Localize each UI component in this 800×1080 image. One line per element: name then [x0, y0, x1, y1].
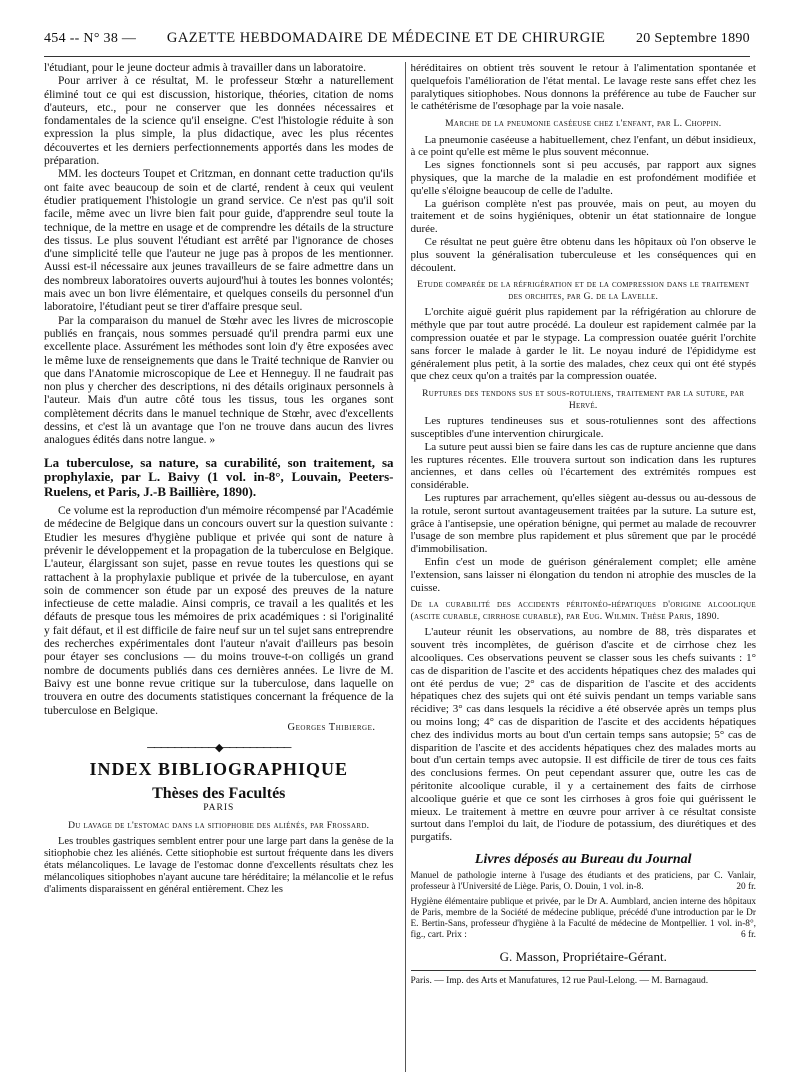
ornament-divider: ──────────◆──────────	[147, 742, 291, 755]
left-column	[44, 62, 400, 1072]
columns	[44, 62, 756, 1072]
imprint-line: Paris. — Imp. des Arts et Manufatures, 12 rue Paul-Lelong. — M. Barnagaud.	[411, 970, 757, 988]
paragraph: Enfin c'est un mode de guérison généralement complet; elle amène l'extension, sans laisser ni élongation du tendon ni atrophie des muscles de la cuisse.	[410, 556, 756, 594]
page-header	[44, 30, 750, 57]
paragraph: Les ruptures par arrachement, qu'elles siègent au-dessus ou au-dessous de la rotule, seront surtout avantageusement traitées par la suture. La suture est, grâce à l'antisepsie, une opération bénigne, qui permet au malade de recouvrer l'usage de son membre plus rapidement et plus sûrement que par le procédé d'immobilisation.	[410, 492, 756, 556]
books-received-heading: Livres déposés au Bureau du Journal	[474, 851, 692, 867]
book-entry	[411, 871, 757, 893]
index-title: INDEX BIBLIOGRAPHIQUE	[89, 759, 349, 780]
paragraph: Par la comparaison du manuel de Stœhr avec les livres de microscopie publiés en français, nous sommes persuadé qu'il prendra parmi eux une excellente place. Assurément les méthodes sont loin d'y être exposées avec le même luxe de renseignements que dans le Traité technique de Ranvier ou que dans l'Anatomie microscopique de Lee et Henneguy. Il ne faudrait pas non plus y chercher des descriptions, ni des détails originaux personnels à l'auteur. Mais d'un autre côté tous les tissus, tous les organes sont complètement décrits dans le manuel technique de Stœhr, avec d'excellents dessins, et c'est là un avantage que l'on ne trouve dans aucun des livres analogues édités dans notre langue. »	[44, 314, 394, 447]
thesis-title: Etude comparée de la réfrigération et de la compression dans le traitement des orchites, par G. de la Lavelle.	[417, 280, 750, 302]
thesis-title: De la curabilité des accidents péritonéo-hépatiques d'origine alcoolique (ascite curable, cirrhose curable), par Eug. Wilmin. Thèse Paris, 1890.	[410, 600, 756, 622]
paragraph: Les signes fonctionnels sont si peu accusés, par rapport aux signes physiques, que la marche de la maladie en est profondément modifiée et qu'elle s'éloigne beaucoup de celle de l'adulte.	[410, 159, 756, 197]
page-number: 454 -- N° 38 —	[44, 31, 137, 46]
paragraph: L'orchite aiguë guérit plus rapidement par la réfrigération au chlorure de méthyle que par tout autre procédé. La douleur est rapidement calmée par la compression ouatée et par le stypage. La compression ouatée guérit l'orchite sans forcer le malade à garder le lit. Le noyau induré de l'épididyme est généralement plus petit, à la sortie des malades, chez ceux qui ont été stypés que chez ceux qu'on a traités par la compression ouatée.	[410, 306, 756, 383]
book-text: Hygiène élémentaire publique et privée, par le Dr A. Aumblard, ancien interne des hôpitaux de Paris, membre de la Société de médecine publique, précédé d'une introduction par le Dr E. Bertin-Sans, professeur d'hygiène à la Faculté de médecine de Montpellier. 1 vol. in-8°, fig., cart. Prix :	[410, 896, 756, 940]
faculty-city: PARIS	[203, 803, 235, 814]
book-price: 20 fr.	[736, 881, 756, 892]
paragraph: l'étudiant, pour le jeune docteur admis à travailler dans un laboratoire.	[44, 62, 367, 74]
paragraph: La suture peut aussi bien se faire dans les cas de rupture ancienne que dans les ruptures récentes. Elle trouvera surtout son indication dans les ruptures anciennes, et dans celles où l'écartement des extrémités rompues est considérable.	[410, 440, 756, 492]
paragraph: MM. les docteurs Toupet et Critzman, en donnant cette traduction qu'ils ont faite avec beaucoup de soin et de clarté, rendent à ceux qui veulent étudier pratiquement l'histologie un grand service. Ce n'est pas qu'il soit facile, même avec un livre bien fait pour guide, d'apprendre seul toute la technique, de la mettre en usage et de comprendre les détails de la structure des tissus. Le plus souvent l'étudiant est arrêté par l'ignorance de choses d'une simplicité telle que l'auteur ne juge pas à propos de les mentionner. Aussi est-il nécessaire aux jeunes travailleurs de se faire admettre dans un des nombreux laboratoires ouverts aujourd'hui à toutes les bonnes volontés; mais avec un bon livre élémentaire, et quelques conseils du personnel d'un laboratoire, l'étudiant peut se tirer d'affaire presque seul.	[44, 168, 394, 314]
paragraph: La guérison complète n'est pas prouvée, mais on peut, au moyen du traitement et de soins hygiéniques, obtenir un état stationnaire de longue durée.	[410, 197, 756, 236]
journal-title: GAZETTE HEBDOMADAIRE DE MÉDECINE ET DE CHIRURGIE	[166, 30, 606, 46]
thesis-title: Du lavage de l'estomac dans la sitiophobie des aliénés, par Frossard.	[68, 821, 370, 832]
right-column	[411, 62, 757, 1072]
issue-date: 20 Septembre 1890	[636, 31, 750, 46]
signature: Georges Thibierge.	[287, 721, 376, 733]
book-price: 6 fr.	[741, 929, 756, 940]
paragraph: Les ruptures tendineuses sus et sous-rotuliennes sont des affections susceptibles d'une intervention chirurgicale.	[410, 415, 756, 441]
paragraph: Pour arriver à ce résultat, M. le professeur Stœhr a naturellement éliminé tout ce qui est discussion, historique, théories, citation de noms d'auteurs, etc., pour ne conserver que les données nécessaires et fondamentales de la science qu'il enseigne. C'est l'histologie réduite à son expression la plus simple, la plus didactique, avec les plus récentes découvertes et les derniers perfectionnements apportés dans les modes de préparation.	[44, 75, 394, 168]
paragraph: Les troubles gastriques semblent entrer pour une large part dans la genèse de la sitiophobie chez les aliénés. Cette sitiophobie est surtout fréquente dans les divers états mélancoliques. Le lavage de l'estomac donne d'excellents résultats chez les mélancoliques sitiophobes n'ayant aucune tare héréditaire; la mélancolie et le refus d'aliments disparaissent en général entièrement. Chez les	[44, 835, 394, 895]
thesis-title: Ruptures des tendons sus et sous-rotuliens, traitement par la suture, par Hervé.	[422, 389, 745, 411]
paragraph: Ce volume est la reproduction d'un mémoire récompensé par l'Académie de médecine de Belgique dans un concours ouvert sur la question suivante : Etudier les mesures d'hygiène publique et privée qui sont de nature à prévenir le développement et la propagation de la tuberculose en Belgique. L'auteur, élargissant son sujet, passe en revue toutes les questions qui se rattachent à la prophylaxie publique et privée de la tuberculose, en ayant soin de commencer son étude par un exposé des preuves de la nature infectieuse de cette maladie. Ainsi compris, ce travail a les qualités et les défauts de presque tous les mémoires de prix académiques : si l'originalité y fait défaut, et il est difficile de faire neuf sur un tel sujet sans entreprendre des recherches expérimentales dont l'auteur n'avait d'ailleurs pas besoin pour étayer ses conclusions — du moins trouve-t-on colligés un grand nombre de documents publiés dans ces dernières années. Le livre de M. Baivy est une bonne revue critique sur la tuberculose, dans laquelle on trouvera en outre des documents statistiques concernant la fréquence de la tuberculose en Belgique.	[44, 505, 394, 717]
review-title: La tuberculose, sa nature, sa curabilité, son traitement, sa prophylaxie, par L. Baivy (1 vol. in-8°, Louvain, Peeters-Ruelens, et Paris, J.-B Baillière, 1890).	[44, 454, 394, 499]
theses-heading: Thèses des Facultés	[152, 784, 286, 802]
paragraph: La pneumonie caséeuse a habituellement, chez l'enfant, un début insidieux, à ce point qu'elle est même le plus souvent méconnue.	[410, 133, 756, 159]
paragraph: héréditaires on obtient très souvent le retour à l'alimentation spontanée et quelquefois l'amélioration de l'état mental. Le lavage reste sans effet chez les paralytiques sitiophobes. Nous donnons la préférence au tube de Faucher sur le cathétérisme de l'œsophage par la voie nasale.	[410, 62, 756, 113]
paragraph: Ce résultat ne peut guère être obtenu dans les hôpitaux où l'on observe le plus souvent la généralisation tuberculeuse et les conséquences qui en découlent.	[410, 236, 756, 274]
column-rule	[405, 62, 406, 1072]
book-text: Manuel de pathologie interne à l'usage des étudiants et des praticiens, par C. Vanlair, professeur à l'Université de Liège. Paris, O. Douin, 1 vol. in-8.	[410, 870, 756, 892]
thesis-title: Marche de la pneumonie caséeuse chez l'enfant, par L. Choppin.	[445, 119, 722, 130]
publisher-line: G. Masson, Propriétaire-Gérant.	[499, 948, 667, 964]
book-entry	[411, 897, 757, 941]
paragraph: L'auteur réunit les observations, au nombre de 88, très disparates et souvent très incomplètes, de guérison d'ascite et de cirrhose chez les alcooliques. Ces observations peuvent se classer sous les chefs suivants : 1° cas de disparition de l'ascite et des accidents hépatiques chez des malades qui ont été perdus de vue; 2° cas de disparition de l'ascite et des accidents hépatiques chez des sujets qui ont été suivis pendant un temps variable sans récidive; 3° cas dans lesquels la récidive a été observée après un temps plus ou moins long; 4° cas de disparition de l'ascite et des accidents hépatiques chez des individus morts au bout d'un certain temps sans autopsie; 5° cas de disparition de l'ascite et des accidents hépatiques chez des malades morts au bout d'un certain temps avec autopsie. Il est difficile de tirer de tous ces faits des conclusions fermes. On peut cependant assurer que, outre les cas de péritonite alcoolique curable, il y a certainement des faits de cirrhose alcoolique guérie et que ce sont les cirrhoses à gros foie qui guérissent le mieux. Le traitement à mettre en œuvre pour arriver à ce résultat consiste surtout dans l'emploi du lait, de l'iodure de potassium, des diurétiques et des purgatifs.	[410, 626, 756, 844]
